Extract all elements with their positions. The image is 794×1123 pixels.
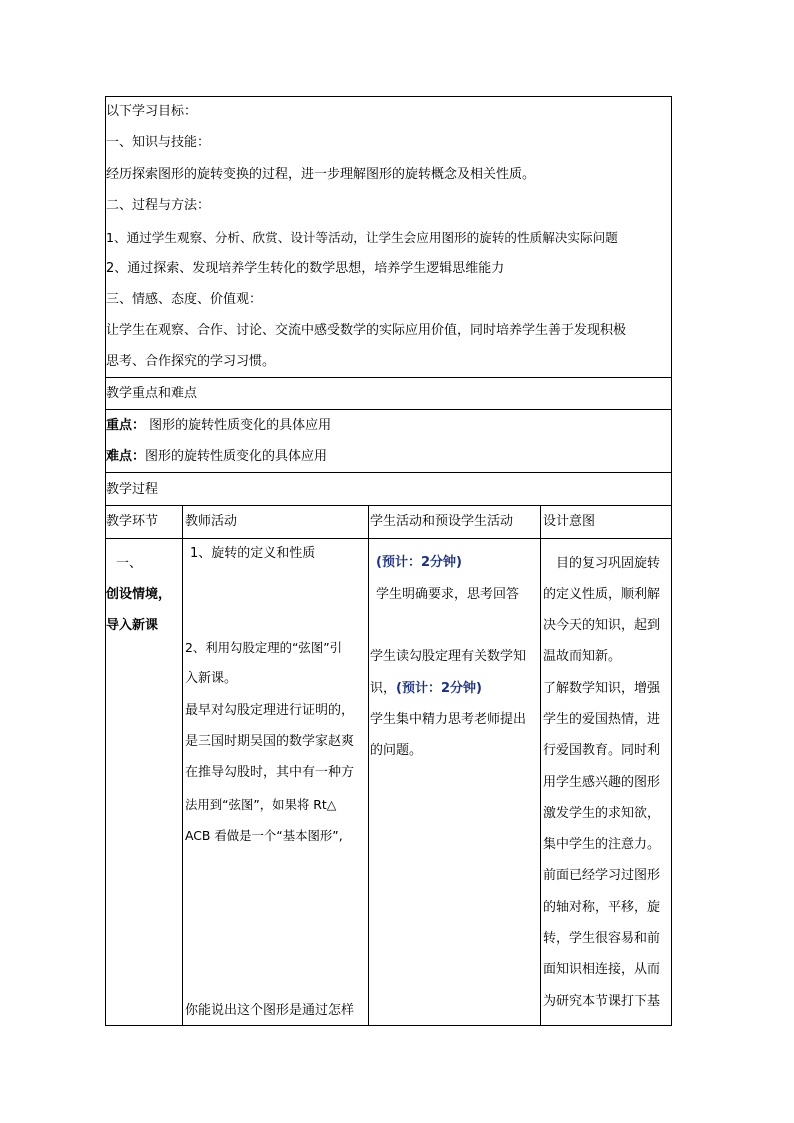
teacher-paragraph-line: 是三国时期吴国的数学家赵爽 xyxy=(185,734,355,749)
column-divider xyxy=(182,505,183,1026)
column-header-teacher: 教师活动 xyxy=(185,514,238,529)
knowledge-heading: 一、知识与技能： xyxy=(106,135,211,150)
student-activity-line: 学生集中精力思考老师提出 xyxy=(370,712,527,727)
column-divider xyxy=(368,505,369,1026)
design-intent-line: 的轴对称，平移，旋 xyxy=(543,900,661,915)
stage-number: 一、 xyxy=(116,556,143,571)
row-divider xyxy=(105,409,672,410)
teacher-paragraph-line: 法用到“弦图”，如果将 Rt△ xyxy=(185,797,337,812)
table-border-top xyxy=(105,96,672,97)
table-border-right xyxy=(671,96,672,1026)
student-activity-line: 学生明确要求，思考回答 xyxy=(376,587,520,602)
design-intent-line: 面知识相连接，从而 xyxy=(543,962,661,977)
design-intent-line: 前面已经学习过图形 xyxy=(543,868,661,883)
process-item-2: 2、通过探索、发现培养学生转化的数学思想，培养学生逻辑思维能力 xyxy=(106,261,505,276)
stage-title-line-1: 创设情境， xyxy=(106,587,172,602)
design-intent-line: 的定义性质，顺利解 xyxy=(543,587,661,602)
student-activity-line: 识， xyxy=(370,681,397,696)
teacher-paragraph-line: 在推导勾股时，其中有一种方 xyxy=(185,765,355,780)
teacher-last-line: 你能说出这个图形是通过怎样 xyxy=(185,1003,355,1018)
student-activity-line: 的问题。 xyxy=(370,743,423,758)
difficulty-label: 难点： xyxy=(106,449,146,464)
design-intent-line: 为研究本节课打下基 xyxy=(543,994,661,1009)
knowledge-text: 经历探索图形的旋转变换的过程，进一步理解图形的旋转概念及相关性质。 xyxy=(106,167,536,182)
student-time-estimate-2: (预计：2分钟) xyxy=(396,681,482,696)
row-divider xyxy=(105,377,672,378)
row-divider xyxy=(105,472,672,473)
design-intent-line: 行爱国教育。同时利 xyxy=(543,743,661,758)
process-item-1: 1、通过学生观察、分析、欣赏、设计等活动，让学生会应用图形的旋转的性质解决实际问题 xyxy=(106,230,618,245)
objectives-intro: 以下学习目标： xyxy=(106,104,198,119)
row-divider xyxy=(105,505,672,506)
process-heading: 二、过程与方法： xyxy=(106,198,211,213)
design-intent-line: 转，学生很容易和前 xyxy=(543,931,661,946)
teacher-paragraph-line: ACB 看做是一个“基本图形”, xyxy=(185,828,343,843)
design-intent-line: 决今天的知识，起到 xyxy=(543,618,661,633)
difficulty-text: 图形的旋转性质变化的具体应用 xyxy=(145,449,328,464)
student-activity-row xyxy=(370,681,482,697)
table-border-bottom xyxy=(105,1025,672,1026)
key-point-label: 重点： xyxy=(106,418,146,433)
key-point-row xyxy=(106,418,331,434)
key-points-heading: 教学重点和难点 xyxy=(106,386,198,401)
emotion-text-line-1: 让学生在观察、合作、讨论、交流中感受数学的实际应用价值，同时培养学生善于发现积极 xyxy=(106,323,627,338)
design-intent-line: 了解数学知识，增强 xyxy=(543,681,661,696)
teacher-item-1: 1、旋转的定义和性质 xyxy=(190,546,316,561)
emotion-heading: 三、情感、态度、价值观： xyxy=(106,292,263,307)
difficulty-row xyxy=(106,449,327,465)
column-header-stage: 教学环节 xyxy=(106,514,159,529)
column-divider xyxy=(540,505,541,1026)
design-intent-line: 学生的爱国热情，进 xyxy=(543,712,661,727)
design-intent-line: 温故而知新。 xyxy=(543,649,622,664)
teacher-item-2-line-2: 入新课。 xyxy=(185,671,238,686)
key-point-text: 图形的旋转性质变化的具体应用 xyxy=(145,418,332,433)
design-intent-line: 集中学生的注意力。 xyxy=(543,837,661,852)
column-header-design: 设计意图 xyxy=(543,514,596,529)
design-intent-line: 激发学生的求知欲， xyxy=(543,806,661,821)
stage-title-line-2: 导入新课 xyxy=(106,618,159,633)
student-time-estimate-1: (预计：2分钟) xyxy=(376,555,462,570)
design-intent-line: 用学生感兴趣的图形 xyxy=(543,775,661,790)
design-intent-line: 目的复习巩固旋转 xyxy=(556,556,661,571)
teacher-item-2-line-1: 2、利用勾股定理的“弦图”引 xyxy=(185,640,343,655)
row-divider xyxy=(105,538,672,539)
process-section-heading: 教学过程 xyxy=(106,482,159,497)
teacher-paragraph-line: 最早对勾股定理进行证明的， xyxy=(185,703,355,718)
column-header-student: 学生活动和预设学生活动 xyxy=(370,514,514,529)
emotion-text-line-2: 思考、合作探究的学习习惯。 xyxy=(106,354,276,369)
student-activity-line: 学生读勾股定理有关数学知 xyxy=(370,649,527,664)
